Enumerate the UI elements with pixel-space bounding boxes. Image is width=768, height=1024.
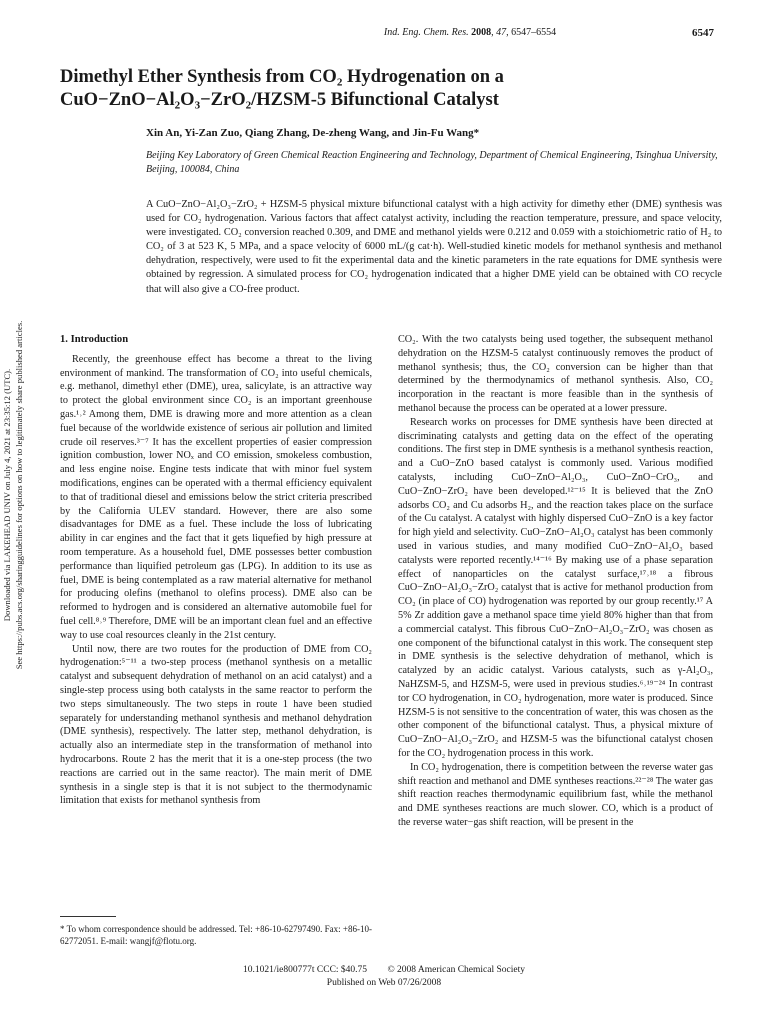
download-notice-line-2: See https://pubs.acs.org/sharingguidelines for options on how to legitimately share published articles. bbox=[14, 320, 24, 670]
article-title bbox=[60, 66, 720, 112]
paragraph: Research works on processes for DME synthesis have been directed at discriminating catalysts and getting data on the effect of the operating conditions. The first step in DME synthesis is a methanol synthesis reaction, and a CuO−ZnO based catalyst is commonly used. Various modified catalysts, including CuO−ZnO−Al₂O₃, CuO−ZnO−CrO₃, and CuO−ZnO−ZrO₂ have been developed.¹²⁻¹⁵ It is believed that the ZnO adsorbs CO₂ and Cu adsorbs H₂, and the reaction takes place on the surface of the Cu catalyst. A catalyst with highly dispersed CuO−ZnO is a key factor for high yield and selectivity. CuO−ZnO−Al₂O₃ catalyst has been commonly used in various studies, and many modified CuO−ZnO−Al₂O₃ based catalysts were reported recently.¹⁴⁻¹⁶ By making use of a phase separation effect of nanoparticles on the catalyst surface,¹⁷˒¹⁸ a fibrous CuO−ZnO−Al₂O₃−ZrO₂ catalyst that is active for methanol production from CO₂ (in place of CO) hydrogenation was reported by our group recently.¹⁷ A 5% Zr addition gave a methanol space time yield 80% higher than that from a commercial catalyst. This fibrous CuO−ZnO−Al₂O₃−ZrO₂ was chosen as one component of the bifunctional catalyst in this work. The consequent step in DME synthesis is the selective dehydration of methanol, which is catalyzed by an acidic catalyst. Various catalysts, such as γ-Al₂O₃, NaHZSM-5, and HZSM-5, were used in previous studies.⁶˒¹⁹⁻²⁴ In contrast tor CO hydrogenation, in CO₂ hydrogenation, more water is produced. Since HZSM-5 is not sensitive to the concentration of water, this was chosen as the other component of the bifunctional catalyst. Thus, a physical mixture of CuO−ZnO−Al₂O₃−ZrO₂ and HZSM-5 was the bifunctional catalyst chosen for the CO₂ hydrogenation process in this work. bbox=[398, 416, 713, 759]
doi-line: 10.1021/ie800777t CCC: $40.75 bbox=[243, 965, 368, 975]
copyright-line: © 2008 American Chemical Society bbox=[387, 965, 525, 975]
footnote-divider bbox=[60, 916, 116, 917]
download-notice-line-1: Downloaded via LAKEHEAD UNIV on July 4, 2021 at 23:35:12 (UTC). bbox=[2, 368, 12, 622]
author-list: Xin An, Yi-Zan Zuo, Qiang Zhang, De-zheng Wang, and Jin-Fu Wang* bbox=[146, 127, 480, 139]
correspondence-footnote: * To whom correspondence should be addressed. Tel: +86-10-62797490. Fax: +86-10-62772051. E-mail: wangjf@flotu.org. bbox=[60, 924, 372, 946]
page-footer bbox=[0, 964, 768, 990]
title-line-2: CuO−ZnO−Al₂O₃−ZrO₂/HZSM-5 Bifunctional Catalyst bbox=[60, 90, 499, 110]
paragraph: Until now, there are two routes for the production of DME from CO₂ hydrogenation:⁵⁻¹¹ a two-step process (methanol synthesis on a metallic catalyst and subsequent dehydration of methanol on an acid catalyst) and a single-step process using both catalysts in the same reactor to perform the two steps simultaneously. The two steps in route 1 have been studied separately for understanding methanol synthesis and methanol dehydration (DME synthesis), respectively. The latter step, methanol dehydration, is actually also an intermediate step in the transformation of methanol into hydrocarbons. Route 2 has the merit that it is a one-step process (the two reactions are carried out in the same reactor). The main merit of DME synthesis in a single step is that it is not subject to the thermodynamic limitation that exists for methanol synthesis from bbox=[60, 643, 372, 807]
left-column bbox=[60, 333, 372, 808]
title-line-1: Dimethyl Ether Synthesis from CO₂ Hydrogenation on a bbox=[60, 67, 504, 87]
paragraph: In CO₂ hydrogenation, there is competition between the reverse water gas shift reaction and methanol and DME syntheses reactions.²²⁻²⁸ The water gas shift reaction reaches thermodynamic equilibrium fast, while the methanol and DME syntheses reactions are much slower. CO, which is a product of the reverse water−gas shift reaction, will be present in the bbox=[398, 761, 713, 828]
affiliation: Beijing Key Laboratory of Green Chemical Reaction Engineering and Technology, Department of Chemical Engineering, Tsinghua University, Beijing, 100084, China bbox=[146, 150, 718, 175]
running-head: Ind. Eng. Chem. Res. 2008, 47, 6547–6554 bbox=[383, 27, 557, 38]
journal-name: Ind. Eng. Chem. Res. bbox=[383, 27, 469, 38]
page-number: 6547 bbox=[692, 27, 714, 39]
journal-year: 2008 bbox=[471, 27, 492, 38]
download-notice bbox=[1, 319, 45, 671]
journal-volume: 47 bbox=[496, 27, 507, 38]
paragraph: CO₂. With the two catalysts being used together, the subsequent methanol dehydration on the HZSM-5 catalyst continuously removes the product of methanol synthesis; thus, the CO₂ conversion can be higher than that determined by the thermodynamics of methanol synthesis. Also, CO₂ incorporation in the reactant is more feasible than in the synthesis of methanol because the process can be operated at a lower pressure. bbox=[398, 334, 713, 414]
journal-pages: 6547–6554 bbox=[511, 27, 557, 38]
paragraph: Recently, the greenhouse effect has become a threat to the living environment of mankind. The transformation of CO₂ into useful chemicals, e.g. methanol, dimethyl ether (DME), urea, salicylate, is an attractive way to protect the global environment since CO₂ is an important greenhouse gas.¹˒² Among them, DME is drawing more and more attention as a clean fuel because of the worldwide existence of serious air pollution and limited crude oil reserves.³⁻⁷ It has the excellent properties of easier compression ignition combustion, lower NOₓ and CO emission, smokeless combustion, and less engine noise. Engine tests indicate that with minor fuel system modifications, engines can be operated with a thermal efficiency equivalent to that of traditional diesel and emissions below the strict criteria prescribed by the California ULEV standard. However, there are also some disadvantages for DME as a fuel. These include the loss of lubricating ability in car engines and the fact that it gets liquefied by high pressure at room temperature. As a household fuel, DME possesses better combustion performance than liquified petroleum gas (LPG). In addition to its use as fuel, DME is being contemplated as a raw material alternative for methanol for producing olefins (methanol to olefins process). DME also can be reformed to hydrogen and is considered an alternative automobile fuel for fuel cell.⁸˒⁹ Therefore, DME will be an important clean fuel and an effective way to use coal resources cleanly in the 21st century. bbox=[60, 353, 372, 641]
right-column bbox=[398, 333, 713, 830]
publication-date: Published on Web 07/26/2008 bbox=[326, 978, 442, 988]
abstract: A CuO−ZnO−Al₂O₃−ZrO₂ + HZSM-5 physical mixture bifunctional catalyst with a high activity for dimethy ether (DME) synthesis was used for CO₂ hydrogenation. Various factors that affect catalyst activity, including the reaction temperature, pressure, and space velocity, were investigated. CO₂ conversion reached 0.309, and DME and methanol yields were 0.212 and 0.059 with a stoichiometric ratio of H₂ to CO₂ of 3 at 523 K, 5 MPa, and a space velocity of 6000 mL/(g cat·h). Well-studied kinetic models for methanol synthesis and methanol dehydration, respectively, were used to fit the experimental data and the kinetic parameters in the rate equations for DME synthesis were obtained by regression. A simulated process for CO₂ hydrogenation indicated that a higher DME yield can be obtained with CO recycle that will also give a CO-free product. bbox=[146, 199, 722, 295]
section-heading: 1. Introduction bbox=[60, 334, 129, 345]
